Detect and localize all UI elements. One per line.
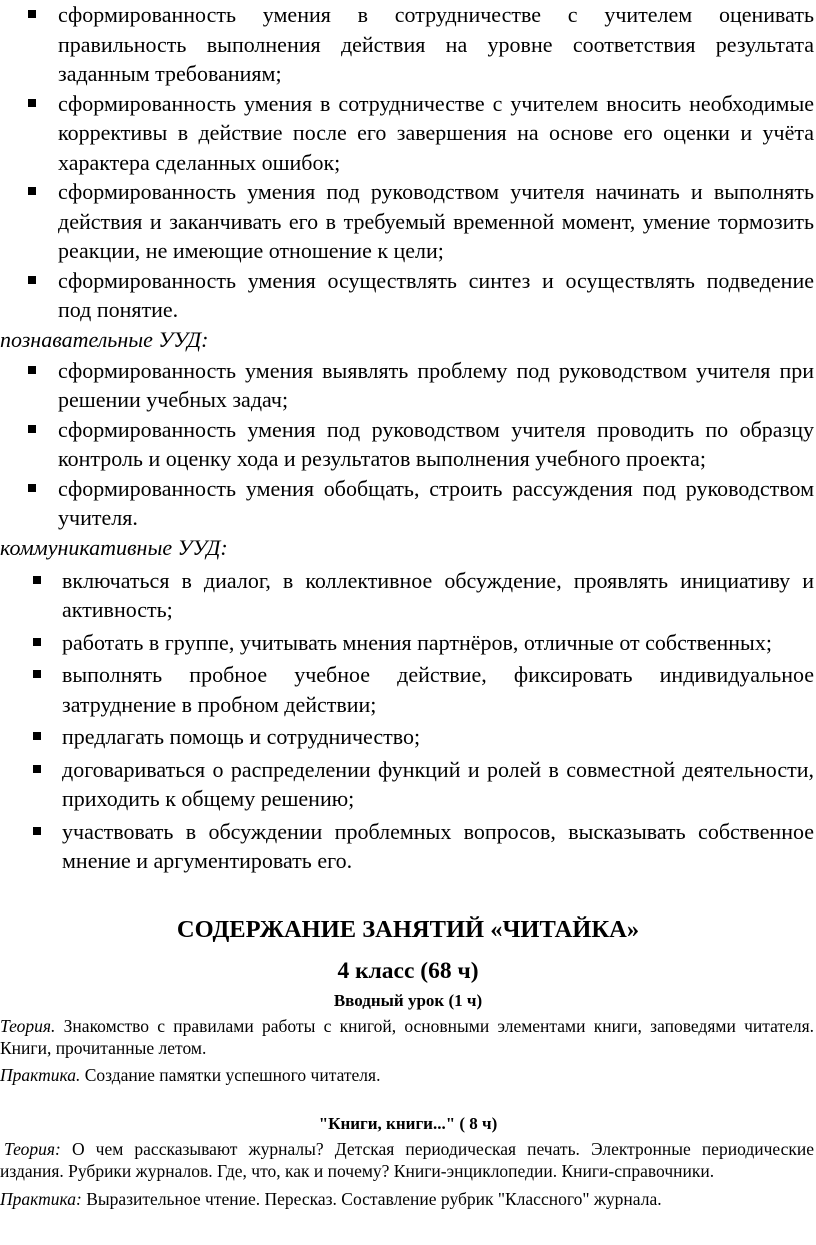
list-item: сформированность умения обобщать, строить рассуждения под руководством учителя. (0, 474, 816, 533)
list-item: сформированность умения под руководством учителя начинать и выполнять действия и заканчивать его в требуемый временной момент, умение тормозить реакции, не имеющие отношение к цели; (0, 177, 816, 266)
bullet-icon (33, 638, 41, 646)
bullet-icon (28, 99, 36, 107)
section-title: "Книги, книги..." ( 8 ч) (318, 1113, 498, 1133)
bullet-icon (33, 827, 41, 835)
bullet-icon (28, 484, 36, 492)
cognitive-list (0, 356, 816, 533)
theory-paragraph: Теория: О чем рассказывают журналы? Детская периодическая печать. Электронные периодические издания. Рубрики журналов. Где, что, как и почему? Книги-энциклопедии. Книги-справочники. (0, 1138, 814, 1181)
bullet-icon (33, 765, 41, 773)
list-item: сформированность умения выявлять проблему под руководством учителя при решении учебных задач; (0, 356, 816, 415)
list-item: сформированность умения под руководством учителя проводить по образцу контроль и оценку хода и результатов выполнения учебного проекта; (0, 415, 816, 474)
practice-label: Практика: (0, 1188, 82, 1209)
grade-title: 4 класс (68 ч) (337, 957, 479, 984)
theory-label: Теория: (4, 1138, 61, 1159)
bullet-icon (28, 276, 36, 284)
theory-label: Теория. (0, 1015, 56, 1036)
list-item: договариваться о распределении функций и ролей в совместной деятельности, приходить к общему решению; (0, 755, 816, 814)
bullet-icon (28, 425, 36, 433)
cognitive-heading: познавательные УУД: (0, 326, 209, 352)
list-item: сформированность умения в сотрудничестве с учителем вносить необходимые коррективы в действие после его завершения на основе его оценки и учёта характера сделанных ошибок; (0, 89, 816, 178)
list-item: работать в группе, учитывать мнения партнёров, отличные от собственных; (0, 628, 816, 658)
bullet-icon (28, 187, 36, 195)
bullet-icon (33, 732, 41, 740)
list-item: участвовать в обсуждении проблемных вопросов, высказывать собственное мнение и аргументировать его. (0, 817, 816, 876)
list-item: включаться в диалог, в коллективное обсуждение, проявлять инициативу и активность; (0, 566, 816, 625)
bullet-icon (33, 576, 41, 584)
bullet-icon (33, 670, 41, 678)
list-item: сформированность умения в сотрудничестве с учителем оценивать правильность выполнения действия на уровне соответствия результата заданным требованиям; (0, 0, 816, 89)
bullet-icon (28, 10, 36, 18)
practice-label: Практика. (0, 1064, 81, 1085)
bullet-icon (28, 366, 36, 374)
practice-paragraph: Практика: Выразительное чтение. Пересказ. Составление рубрик "Классного" журнала. (0, 1188, 662, 1209)
regulative-list (0, 0, 816, 325)
practice-paragraph: Практика. Создание памятки успешного читателя. (0, 1064, 381, 1085)
list-item: выполнять пробное учебное действие, фиксировать индивидуальное затруднение в пробном действии; (0, 660, 816, 719)
theory-paragraph: Теория. Знакомство с правилами работы с книгой, основными элементами книги, заповедями читателя. Книги, прочитанные летом. (0, 1015, 814, 1058)
communicative-list (0, 566, 816, 876)
list-item: предлагать помощь и сотрудничество; (0, 722, 816, 752)
content-title: СОДЕРЖАНИЕ ЗАНЯТИЙ «ЧИТАЙКА» (176, 915, 640, 943)
list-item: сформированность умения осуществлять синтез и осуществлять подведение под понятие. (0, 266, 816, 325)
section-title: Вводный урок (1 ч) (333, 990, 483, 1010)
communicative-heading: коммуникативные УУД: (0, 534, 228, 560)
